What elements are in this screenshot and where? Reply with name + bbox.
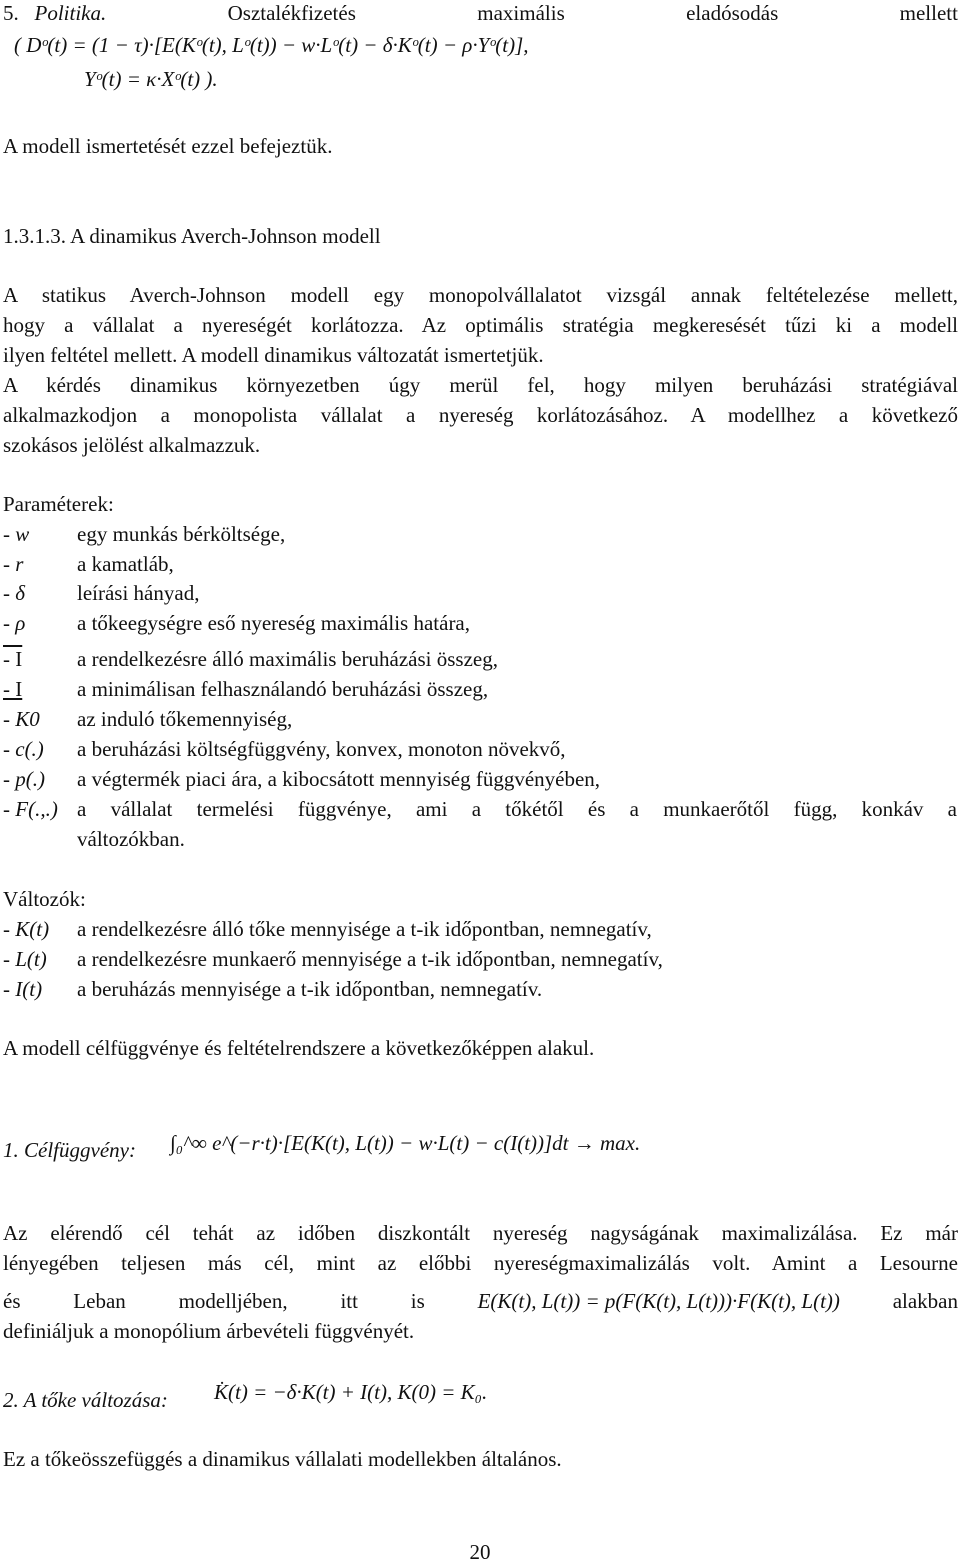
goal-formula: ∫₀^∞ e^(−r·t)·[E(K(t), L(t)) − w·L(t) − c(I(t))]dt → max. bbox=[170, 1131, 641, 1155]
para4-line bbox=[3, 1288, 958, 1314]
param-desc: az induló tőkemennyiség, bbox=[77, 707, 293, 731]
var-symbol: - L(t) bbox=[3, 947, 47, 971]
param-symbol: - r bbox=[3, 552, 24, 576]
param-row bbox=[0, 796, 960, 824]
param-symbol: - ρ bbox=[3, 611, 26, 635]
para1-line: ilyen feltétel mellett. A modell dinamikus változatát ismertetjük. bbox=[3, 343, 544, 367]
var-desc: a rendelkezésre álló tőke mennyisége a t-ik időpontban, nemnegatív, bbox=[77, 917, 652, 941]
param-desc: a tőkeegységre eső nyereség maximális határa, bbox=[77, 611, 471, 635]
param-symbol: - δ bbox=[3, 581, 26, 605]
para4-line: Az elérendő cél tehát az időben diszkontált nyereség nagyságának maximalizálása. Ez már bbox=[3, 1221, 958, 1245]
param-row bbox=[0, 610, 960, 638]
param-row bbox=[0, 766, 960, 794]
vars-title: Változók: bbox=[3, 887, 86, 911]
param-row bbox=[0, 521, 960, 549]
section-heading: 1.3.1.3. A dinamikus Averch-Johnson modell bbox=[3, 224, 381, 248]
param-symbol: - w bbox=[3, 522, 30, 546]
capital-formula: K̇(t) = −δ·K(t) + I(t), K(0) = K₀. bbox=[214, 1380, 488, 1404]
dividend-formula: ( Dᵒ(t) = (1 − τ)·[E(Kᵒ(t), Lᵒ(t)) − w·Lᵒ(t) − δ·Kᵒ(t) − ρ·Yᵒ(t)], bbox=[14, 33, 529, 57]
param-row bbox=[0, 676, 960, 704]
param-symbol: - I bbox=[3, 647, 23, 671]
para4-line: lényegében teljesen más cél, mint az előbbi nyereségmaximalizálás volt. Amint a Lesourne bbox=[3, 1251, 958, 1275]
param-desc: egy munkás bérköltsége, bbox=[77, 522, 286, 546]
param-desc-continued: változókban. bbox=[77, 827, 185, 851]
word: Osztalékfizetés bbox=[227, 1, 356, 25]
var-desc: a beruházás mennyisége a t-ik időpontban, nemnegatív. bbox=[77, 977, 543, 1001]
param-row bbox=[0, 736, 960, 764]
var-symbol: - I(t) bbox=[3, 977, 43, 1001]
word: eladósodás bbox=[686, 1, 779, 25]
var-symbol: - K(t) bbox=[3, 917, 50, 941]
word: is bbox=[410, 1289, 425, 1313]
revenue-formula: E(K(t), L(t)) = p(F(K(t), L(t)))·F(K(t), L(t)) bbox=[477, 1289, 840, 1313]
closing-sentence: A modell ismertetését ezzel befejeztük. bbox=[3, 134, 333, 158]
page-number: 20 bbox=[469, 1540, 491, 1564]
output-formula: Yᵒ(t) = κ·Xᵒ(t) ). bbox=[84, 67, 218, 91]
param-desc: a rendelkezésre álló maximális beruházási összeg, bbox=[77, 647, 498, 671]
param-desc: a végtermék piaci ára, a kibocsátott mennyiség függvényében, bbox=[77, 767, 601, 791]
var-row bbox=[0, 976, 960, 1004]
word: modelljében, bbox=[178, 1289, 288, 1313]
section-label: Politika. bbox=[34, 1, 107, 25]
word: Leban bbox=[73, 1289, 126, 1313]
param-desc: a minimálisan felhasználandó beruházási összeg, bbox=[77, 677, 489, 701]
para4-line: definiáljuk a monopólium árbevételi függvényét. bbox=[3, 1319, 415, 1343]
final-sentence: Ez a tőkeösszefüggés a dinamikus vállalati modellekben általános. bbox=[3, 1447, 562, 1471]
var-row bbox=[0, 916, 960, 944]
param-symbol: - p(.) bbox=[3, 767, 45, 791]
section-number: 5. bbox=[3, 1, 19, 25]
param-row bbox=[0, 706, 960, 734]
param-symbol: - F(.,.) bbox=[3, 797, 58, 821]
var-row bbox=[0, 946, 960, 974]
param-row bbox=[0, 826, 960, 854]
param-symbol: - c(.) bbox=[3, 737, 44, 761]
param-row bbox=[0, 551, 960, 579]
para2-line: A kérdés dinamikus környezetben úgy merül fel, hogy milyen beruházási stratégiával bbox=[3, 373, 958, 397]
param-desc: leírási hányad, bbox=[77, 581, 200, 605]
para2-line: alkalmazkodjon a monopolista vállalat a nyereség korlátozásához. A modellhez a következő bbox=[3, 403, 958, 427]
para1-line: A statikus Averch-Johnson modell egy monopolvállalatot vizsgál annak feltételezése mellett, bbox=[3, 283, 958, 307]
params-title: Paraméterek: bbox=[3, 492, 114, 516]
param-desc: a kamatláb, bbox=[77, 552, 174, 576]
word: maximális bbox=[477, 1, 565, 25]
param-desc: a vállalat termelési függvénye, ami a tőkétől és a munkaerőtől függ, konkáv a bbox=[77, 797, 957, 821]
param-row bbox=[0, 646, 960, 674]
param-symbol: - K0 bbox=[3, 707, 40, 731]
goal-label: 1. Célfüggvény: bbox=[3, 1138, 136, 1162]
section5-header bbox=[3, 0, 958, 26]
capital-label: 2. A tőke változása: bbox=[3, 1388, 168, 1412]
param-desc: a beruházási költségfüggvény, konvex, monoton növekvő, bbox=[77, 737, 566, 761]
para2-line: szokásos jelölést alkalmazzuk. bbox=[3, 433, 261, 457]
word: alakban bbox=[892, 1289, 958, 1313]
word: mellett bbox=[899, 1, 958, 25]
para1-line: hogy a vállalat a nyereségét korlátozza. Az optimális stratégia megkeresését tűzi ki a modell bbox=[3, 313, 958, 337]
word: itt bbox=[340, 1289, 358, 1313]
param-row bbox=[0, 580, 960, 608]
word: és bbox=[3, 1289, 21, 1313]
var-desc: a rendelkezésre munkaerő mennyisége a t-ik időpontban, nemnegatív, bbox=[77, 947, 663, 971]
param-symbol: - I bbox=[3, 677, 23, 701]
para3: A modell célfüggvénye és feltételrendszere a következőképpen alakul. bbox=[3, 1036, 595, 1060]
